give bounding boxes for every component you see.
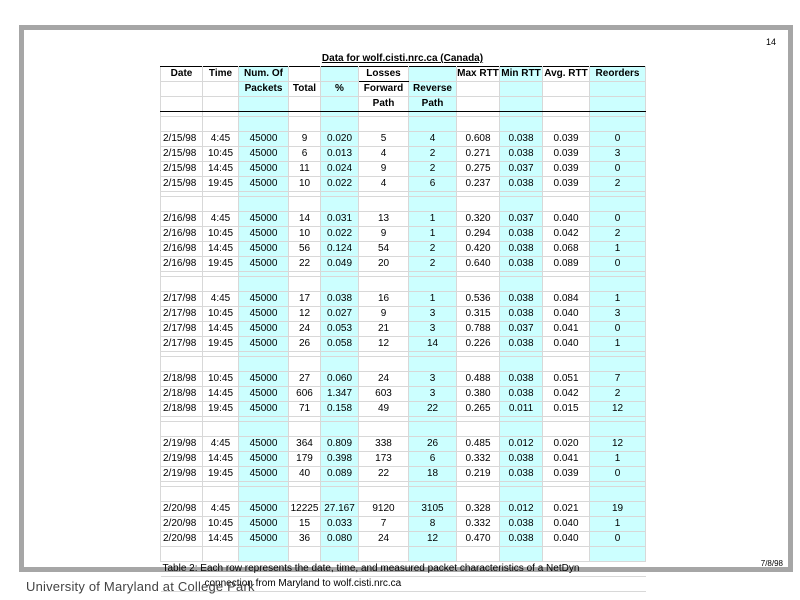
table-cell: 0 xyxy=(590,467,646,482)
table-cell: 21 xyxy=(359,322,409,337)
table-row xyxy=(161,372,646,387)
table-cell: 364 xyxy=(289,437,321,452)
table-cell: 3 xyxy=(409,307,457,322)
table-cell: 1 xyxy=(590,292,646,307)
table-cell: 19:45 xyxy=(203,402,239,417)
header-min-rtt: Min RTT xyxy=(500,67,543,82)
table-cell: 26 xyxy=(289,337,321,352)
table-cell: 0.038 xyxy=(500,387,543,402)
table-cell: 0.038 xyxy=(500,257,543,272)
header-total: Total xyxy=(289,82,321,97)
table-cell: 0.038 xyxy=(500,132,543,147)
footer-text: University of Maryland at College Park xyxy=(26,579,255,594)
table-cell: 2/20/98 xyxy=(161,517,203,532)
table-cell: 2/17/98 xyxy=(161,292,203,307)
table-cell: 12 xyxy=(409,532,457,547)
table-cell: 19:45 xyxy=(203,177,239,192)
table-cell: 36 xyxy=(289,532,321,547)
table-cell: 2 xyxy=(409,257,457,272)
table-cell: 0.039 xyxy=(543,132,590,147)
spacer-row xyxy=(161,487,646,502)
table-row xyxy=(161,467,646,482)
table-cell: 0.788 xyxy=(457,322,500,337)
table-cell: 2 xyxy=(590,387,646,402)
table-cell: 0.038 xyxy=(500,337,543,352)
caption-line-1: Table 2: Each row represents the date, time, and measured packet characteristics of a NetDyn xyxy=(161,562,646,577)
table-cell: 14:45 xyxy=(203,242,239,257)
table-cell: 0.015 xyxy=(543,402,590,417)
table-cell: 4:45 xyxy=(203,132,239,147)
table-cell: 7 xyxy=(590,372,646,387)
table-cell: 26 xyxy=(409,437,457,452)
table-cell: 0.158 xyxy=(321,402,359,417)
table-cell: 14:45 xyxy=(203,452,239,467)
table-cell: 0.031 xyxy=(321,212,359,227)
table-cell: 15 xyxy=(289,517,321,532)
table-cell: 0.271 xyxy=(457,147,500,162)
table-cell: 6 xyxy=(289,147,321,162)
table-cell: 603 xyxy=(359,387,409,402)
table-cell: 12 xyxy=(359,337,409,352)
table-cell: 45000 xyxy=(239,307,289,322)
table-cell: 3 xyxy=(409,372,457,387)
header-forward: Forward xyxy=(359,82,409,97)
table-cell: 27.167 xyxy=(321,502,359,517)
table-cell: 14:45 xyxy=(203,387,239,402)
table-cell: 17 xyxy=(289,292,321,307)
table-cell: 45000 xyxy=(239,242,289,257)
table-cell: 9120 xyxy=(359,502,409,517)
table-cell: 6 xyxy=(409,177,457,192)
spacer-row xyxy=(161,422,646,437)
table-cell: 14:45 xyxy=(203,532,239,547)
data-sheet xyxy=(160,52,645,592)
table-cell: 0.012 xyxy=(500,502,543,517)
table-cell: 0.265 xyxy=(457,402,500,417)
header-time: Time xyxy=(203,67,239,82)
table-cell: 45000 xyxy=(239,132,289,147)
table-cell: 0.060 xyxy=(321,372,359,387)
table-cell: 0.640 xyxy=(457,257,500,272)
table-cell: 0.039 xyxy=(543,467,590,482)
table-cell: 0.040 xyxy=(543,517,590,532)
table-cell: 0.038 xyxy=(321,292,359,307)
table-cell: 1.347 xyxy=(321,387,359,402)
table-cell: 45000 xyxy=(239,372,289,387)
table-cell: 0.038 xyxy=(500,147,543,162)
table-cell: 0.013 xyxy=(321,147,359,162)
table-cell: 2/16/98 xyxy=(161,242,203,257)
table-cell: 0.485 xyxy=(457,437,500,452)
table-cell: 0.020 xyxy=(321,132,359,147)
table-cell: 45000 xyxy=(239,502,289,517)
table-cell: 2/19/98 xyxy=(161,467,203,482)
table-cell: 2/16/98 xyxy=(161,227,203,242)
table-cell: 22 xyxy=(359,467,409,482)
table-cell: 6 xyxy=(409,452,457,467)
table-cell: 0.332 xyxy=(457,452,500,467)
table-row xyxy=(161,502,646,517)
table-cell: 0.022 xyxy=(321,227,359,242)
table-cell: 71 xyxy=(289,402,321,417)
table-cell: 0.038 xyxy=(500,292,543,307)
table-cell: 22 xyxy=(409,402,457,417)
table-cell: 1 xyxy=(409,292,457,307)
table-cell: 2/15/98 xyxy=(161,177,203,192)
table-cell: 1 xyxy=(590,242,646,257)
spacer-row xyxy=(161,547,646,562)
table-cell: 0.039 xyxy=(543,162,590,177)
table-cell: 0 xyxy=(590,132,646,147)
header-row-3 xyxy=(161,97,646,112)
table-cell: 10:45 xyxy=(203,147,239,162)
table-cell: 2/19/98 xyxy=(161,437,203,452)
table-cell: 45000 xyxy=(239,387,289,402)
caption-line-2: connection from Maryland to wolf.cisti.nrc.ca xyxy=(161,577,646,592)
header-num-of: Num. Of xyxy=(239,67,289,82)
table-cell: 12225 xyxy=(289,502,321,517)
table-cell: 14:45 xyxy=(203,322,239,337)
table-cell: 0.320 xyxy=(457,212,500,227)
header-row-1 xyxy=(161,67,646,82)
table-cell: 45000 xyxy=(239,227,289,242)
table-cell: 4:45 xyxy=(203,437,239,452)
table-cell: 24 xyxy=(289,322,321,337)
table-cell: 0.040 xyxy=(543,337,590,352)
table-row xyxy=(161,402,646,417)
table-row xyxy=(161,212,646,227)
table-cell: 3 xyxy=(590,307,646,322)
table-cell: 5 xyxy=(359,132,409,147)
table-cell: 0.038 xyxy=(500,242,543,257)
table-cell: 0.328 xyxy=(457,502,500,517)
spacer-row xyxy=(161,357,646,372)
table-row xyxy=(161,147,646,162)
table-cell: 338 xyxy=(359,437,409,452)
table-cell: 2/19/98 xyxy=(161,452,203,467)
table-cell: 0.470 xyxy=(457,532,500,547)
table-cell: 0.398 xyxy=(321,452,359,467)
table-cell: 14 xyxy=(289,212,321,227)
table-cell: 0.049 xyxy=(321,257,359,272)
table-cell: 0.089 xyxy=(543,257,590,272)
table-cell: 16 xyxy=(359,292,409,307)
table-cell: 2/15/98 xyxy=(161,132,203,147)
table-row xyxy=(161,387,646,402)
table-cell: 2/18/98 xyxy=(161,387,203,402)
table-cell: 9 xyxy=(359,307,409,322)
table-cell: 0.051 xyxy=(543,372,590,387)
table-cell: 0.237 xyxy=(457,177,500,192)
table-cell: 0.219 xyxy=(457,467,500,482)
table-cell: 0.294 xyxy=(457,227,500,242)
table-cell: 2 xyxy=(409,242,457,257)
table-cell: 2 xyxy=(409,147,457,162)
table-cell: 45000 xyxy=(239,292,289,307)
table-cell: 0.038 xyxy=(500,307,543,322)
table-cell: 0 xyxy=(590,162,646,177)
table-cell: 4 xyxy=(409,132,457,147)
table-cell: 2 xyxy=(590,177,646,192)
table-cell: 22 xyxy=(289,257,321,272)
table-cell: 14:45 xyxy=(203,162,239,177)
header-avg-rtt: Avg. RTT xyxy=(543,67,590,82)
table-cell: 0.042 xyxy=(543,227,590,242)
table-cell: 24 xyxy=(359,532,409,547)
table-row xyxy=(161,322,646,337)
table-cell: 0 xyxy=(590,322,646,337)
table-cell: 0.488 xyxy=(457,372,500,387)
table-cell: 19:45 xyxy=(203,467,239,482)
table-cell: 4:45 xyxy=(203,292,239,307)
table-cell: 0.536 xyxy=(457,292,500,307)
table-cell: 2/20/98 xyxy=(161,502,203,517)
table-cell: 0.040 xyxy=(543,307,590,322)
table-cell: 0.068 xyxy=(543,242,590,257)
table-cell: 3 xyxy=(590,147,646,162)
table-cell: 4:45 xyxy=(203,212,239,227)
table-cell: 0 xyxy=(590,532,646,547)
table-cell: 0.038 xyxy=(500,517,543,532)
table-cell: 0.124 xyxy=(321,242,359,257)
table-cell: 0.020 xyxy=(543,437,590,452)
table-cell: 0.315 xyxy=(457,307,500,322)
table-cell: 2/20/98 xyxy=(161,532,203,547)
table-cell: 19 xyxy=(590,502,646,517)
table-cell: 10:45 xyxy=(203,307,239,322)
table-row xyxy=(161,257,646,272)
table-cell: 12 xyxy=(289,307,321,322)
table-cell: 12 xyxy=(590,437,646,452)
table-cell: 2 xyxy=(409,162,457,177)
table-cell: 0.038 xyxy=(500,467,543,482)
table-cell: 0.037 xyxy=(500,322,543,337)
table-cell: 0.038 xyxy=(500,452,543,467)
header-percent: % xyxy=(321,82,359,97)
table-cell: 7 xyxy=(359,517,409,532)
table-cell: 0.037 xyxy=(500,212,543,227)
table-row xyxy=(161,227,646,242)
table-cell: 0.058 xyxy=(321,337,359,352)
table-cell: 9 xyxy=(359,162,409,177)
table-cell: 1 xyxy=(590,517,646,532)
table-cell: 2 xyxy=(590,227,646,242)
table-cell: 13 xyxy=(359,212,409,227)
table-cell: 45000 xyxy=(239,147,289,162)
table-cell: 2/18/98 xyxy=(161,372,203,387)
table-cell: 12 xyxy=(590,402,646,417)
table-cell: 9 xyxy=(289,132,321,147)
table-cell: 2/17/98 xyxy=(161,337,203,352)
table-cell: 40 xyxy=(289,467,321,482)
table-cell: 10 xyxy=(289,227,321,242)
table-cell: 0.042 xyxy=(543,387,590,402)
table-cell: 19:45 xyxy=(203,257,239,272)
table-cell: 3 xyxy=(409,387,457,402)
table-cell: 0.420 xyxy=(457,242,500,257)
table-row xyxy=(161,452,646,467)
spacer-row xyxy=(161,117,646,132)
slide-date: 7/8/98 xyxy=(760,559,783,568)
table-cell: 19:45 xyxy=(203,337,239,352)
table-cell: 0.011 xyxy=(500,402,543,417)
table-cell: 24 xyxy=(359,372,409,387)
header-reverse: Reverse xyxy=(409,82,457,97)
table-cell: 0.226 xyxy=(457,337,500,352)
table-cell: 1 xyxy=(590,452,646,467)
table-cell: 0.022 xyxy=(321,177,359,192)
table-cell: 0.038 xyxy=(500,177,543,192)
header-date: Date xyxy=(161,67,203,82)
header-reverse-path: Path xyxy=(409,97,457,112)
table-cell: 0.038 xyxy=(500,532,543,547)
data-table xyxy=(160,66,646,592)
table-row xyxy=(161,177,646,192)
table-cell: 0.038 xyxy=(500,372,543,387)
table-cell: 0 xyxy=(590,212,646,227)
table-cell: 45000 xyxy=(239,212,289,227)
table-cell: 0.809 xyxy=(321,437,359,452)
table-cell: 10:45 xyxy=(203,372,239,387)
page-number: 14 xyxy=(765,37,776,47)
table-cell: 2/17/98 xyxy=(161,322,203,337)
table-cell: 0.041 xyxy=(543,452,590,467)
table-row xyxy=(161,437,646,452)
table-cell: 9 xyxy=(359,227,409,242)
table-cell: 0.608 xyxy=(457,132,500,147)
caption-row xyxy=(161,562,646,577)
table-cell: 0.080 xyxy=(321,532,359,547)
spacer-row xyxy=(161,277,646,292)
table-cell: 45000 xyxy=(239,452,289,467)
table-cell: 27 xyxy=(289,372,321,387)
table-row xyxy=(161,242,646,257)
table-cell: 45000 xyxy=(239,322,289,337)
table-cell: 0.332 xyxy=(457,517,500,532)
table-cell: 0.089 xyxy=(321,467,359,482)
table-cell: 0.027 xyxy=(321,307,359,322)
table-cell: 10 xyxy=(289,177,321,192)
spacer-row xyxy=(161,197,646,212)
table-cell: 1 xyxy=(590,337,646,352)
table-cell: 14 xyxy=(409,337,457,352)
table-cell: 0.037 xyxy=(500,162,543,177)
table-row xyxy=(161,337,646,352)
table-cell: 0.033 xyxy=(321,517,359,532)
table-cell: 18 xyxy=(409,467,457,482)
header-losses: Losses xyxy=(359,67,409,82)
table-cell: 2/17/98 xyxy=(161,307,203,322)
table-cell: 4 xyxy=(359,147,409,162)
header-reorders: Reorders xyxy=(590,67,646,82)
table-cell: 10:45 xyxy=(203,517,239,532)
header-packets: Packets xyxy=(239,82,289,97)
table-cell: 0.040 xyxy=(543,532,590,547)
table-cell: 2/16/98 xyxy=(161,257,203,272)
table-cell: 1 xyxy=(409,227,457,242)
table-cell: 45000 xyxy=(239,177,289,192)
table-row xyxy=(161,132,646,147)
table-cell: 0.021 xyxy=(543,502,590,517)
table-cell: 0.275 xyxy=(457,162,500,177)
table-cell: 3 xyxy=(409,322,457,337)
table-cell: 0.380 xyxy=(457,387,500,402)
table-cell: 0 xyxy=(590,257,646,272)
table-cell: 606 xyxy=(289,387,321,402)
table-title: Data for wolf.cisti.nrc.ca (Canada) xyxy=(321,53,484,64)
table-cell: 45000 xyxy=(239,532,289,547)
header-forward-path: Path xyxy=(359,97,409,112)
table-cell: 54 xyxy=(359,242,409,257)
table-cell: 0.039 xyxy=(543,147,590,162)
table-cell: 0.084 xyxy=(543,292,590,307)
table-cell: 45000 xyxy=(239,437,289,452)
table-cell: 10:45 xyxy=(203,227,239,242)
table-cell: 4 xyxy=(359,177,409,192)
table-cell: 4:45 xyxy=(203,502,239,517)
table-cell: 0.039 xyxy=(543,177,590,192)
table-cell: 0.038 xyxy=(500,227,543,242)
table-cell: 173 xyxy=(359,452,409,467)
table-row xyxy=(161,292,646,307)
table-cell: 56 xyxy=(289,242,321,257)
table-cell: 0.040 xyxy=(543,212,590,227)
table-cell: 45000 xyxy=(239,257,289,272)
table-cell: 45000 xyxy=(239,517,289,532)
table-row xyxy=(161,307,646,322)
table-cell: 2/18/98 xyxy=(161,402,203,417)
table-cell: 45000 xyxy=(239,162,289,177)
table-cell: 0.041 xyxy=(543,322,590,337)
table-cell: 49 xyxy=(359,402,409,417)
table-cell: 1 xyxy=(409,212,457,227)
table-cell: 2/15/98 xyxy=(161,162,203,177)
table-cell: 2/15/98 xyxy=(161,147,203,162)
table-cell: 179 xyxy=(289,452,321,467)
table-cell: 0.012 xyxy=(500,437,543,452)
table-cell: 45000 xyxy=(239,337,289,352)
table-cell: 0.024 xyxy=(321,162,359,177)
table-row xyxy=(161,532,646,547)
table-cell: 20 xyxy=(359,257,409,272)
table-cell: 8 xyxy=(409,517,457,532)
table-row xyxy=(161,162,646,177)
table-cell: 3105 xyxy=(409,502,457,517)
header-max-rtt: Max RTT xyxy=(457,67,500,82)
table-cell: 45000 xyxy=(239,402,289,417)
table-cell: 0.053 xyxy=(321,322,359,337)
table-row xyxy=(161,517,646,532)
table-cell: 45000 xyxy=(239,467,289,482)
header-row-2 xyxy=(161,82,646,97)
table-cell: 11 xyxy=(289,162,321,177)
table-cell: 2/16/98 xyxy=(161,212,203,227)
